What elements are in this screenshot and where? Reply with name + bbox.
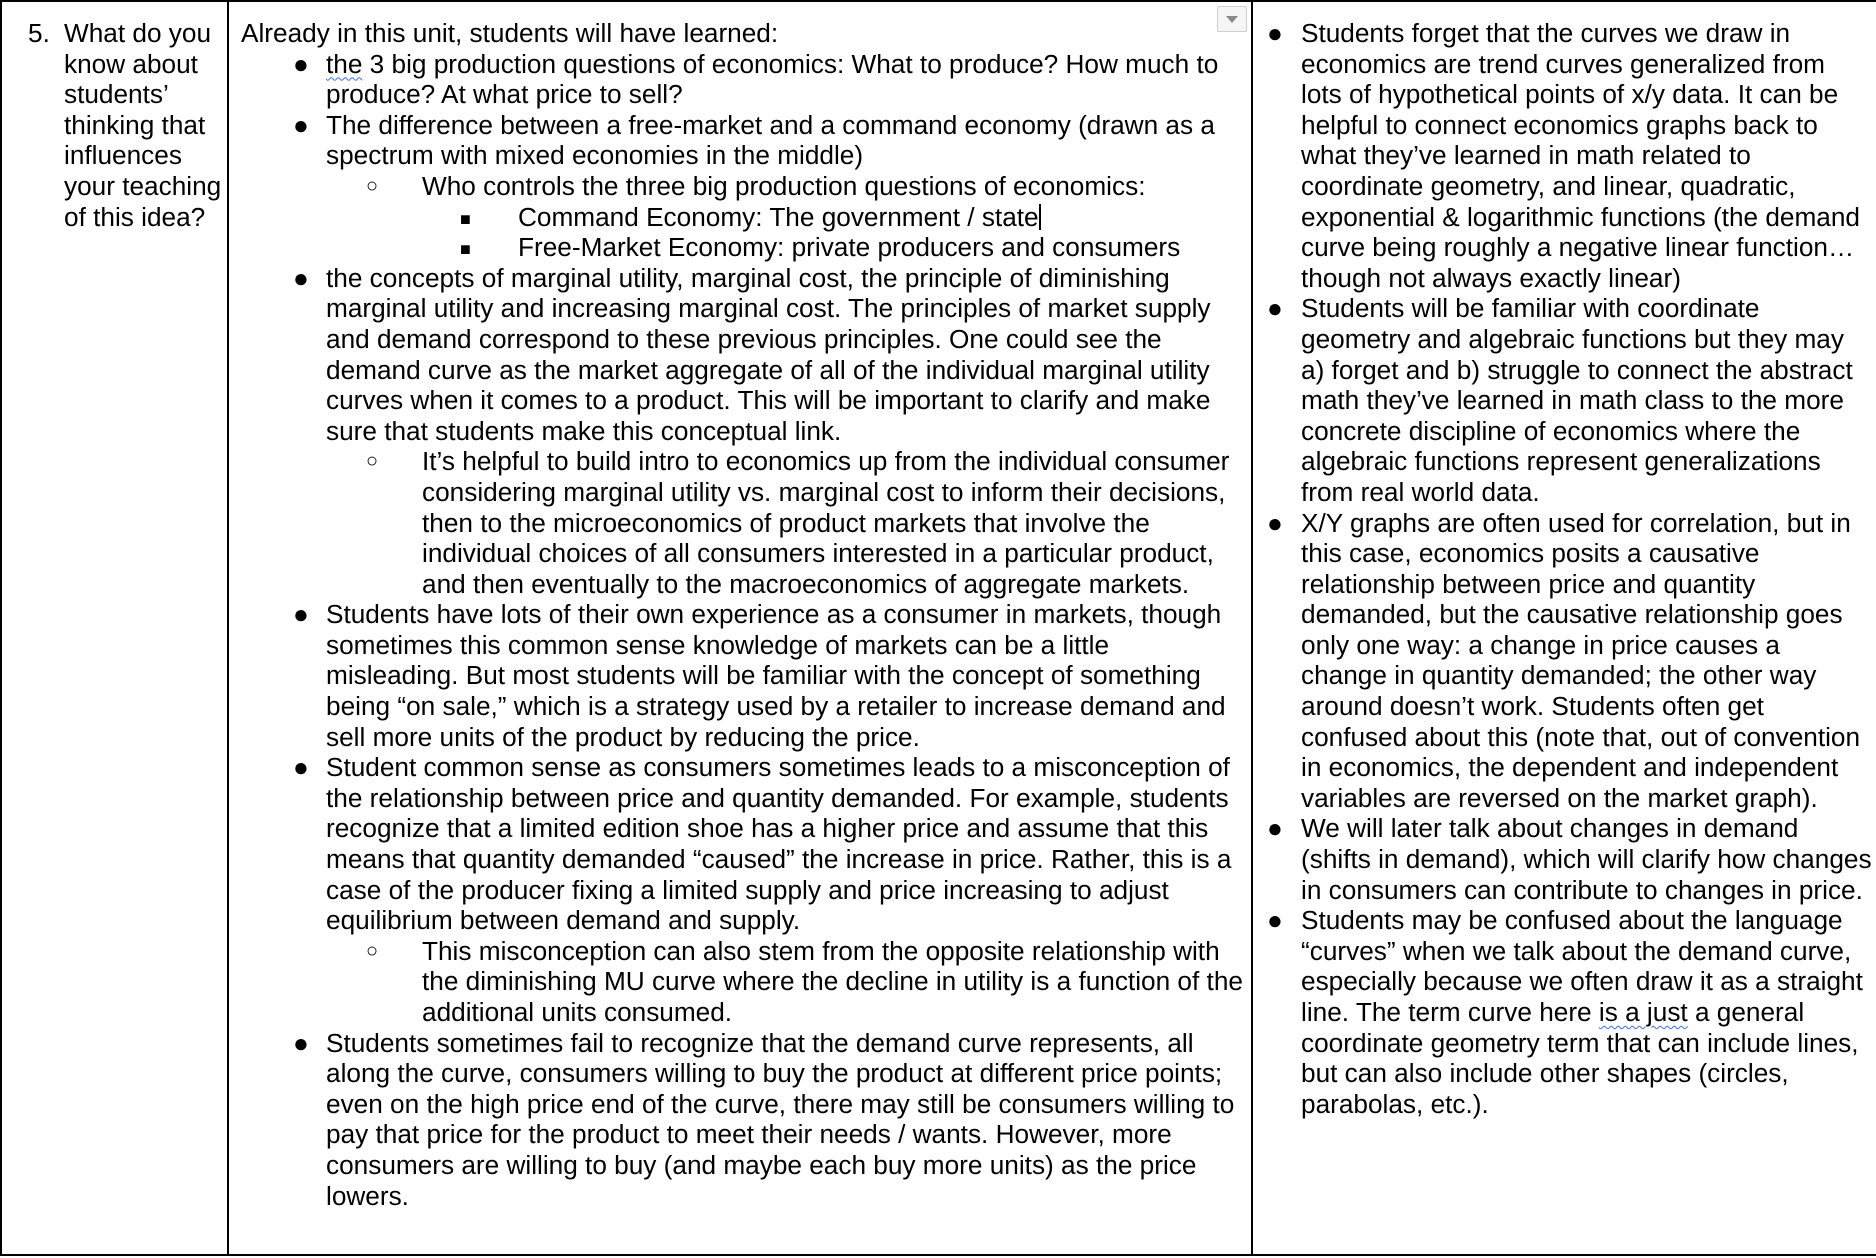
bullet-circle-icon: ○: [366, 450, 379, 473]
bullet-disc-icon: ●: [293, 752, 309, 783]
list-item: [241, 263, 1245, 600]
sub-list-item-text: Who controls the three big production questions of economics:: [422, 170, 1146, 201]
list-item-text: Students may be confused about the language “curves” when we talk about the demand curve, especially because we often draw it as a straight line. The term curve here: [1301, 905, 1863, 1027]
sub-list-item: [326, 171, 1245, 263]
bullet-disc-icon: ●: [1267, 18, 1283, 48]
spellcheck-phrase[interactable]: is a just: [1598, 997, 1688, 1027]
list-item-text: X/Y graphs are often used for correlation, but in this case, economics posits a causative relationship between price and quantity demanded, but the causative relationship goes only one way: a change in price causes a change in quantity demanded; the other way around doesn’t work. Students often get confused about this (note that, out of convention in economics, the dependent and independent variables are reversed on the market graph).: [1301, 507, 1861, 813]
bullet-disc-icon: ●: [1267, 507, 1283, 538]
list-item-text: Students forget that the curves we draw in economics are trend curves generalized from lots of hypothetical points of x/y data. It can be helpful to connect economics graphs back to what they’ve learned in math related to coordinate geometry, and linear, quadratic, exponential & logarithmic functions (the demand curve being roughly a negative linear function… though not always exactly linear): [1301, 18, 1860, 293]
bullet-disc-icon: ●: [1267, 905, 1283, 936]
list-item: [241, 1028, 1245, 1212]
misconceptions-list: [1267, 18, 1872, 1119]
prior-knowledge-cell[interactable]: [228, 1, 1252, 1255]
list-item-text: Students will be familiar with coordinate geometry and algebraic functions but they may a) forget and b) struggle to connect the abstract math they’ve learned in math class to the more concrete discipline of economics where the algebraic functions represent generalizations from real world data.: [1301, 293, 1853, 507]
list-item: [1267, 508, 1872, 814]
sub-list-item: [326, 936, 1245, 1028]
sub-sub-list-item: [422, 232, 1245, 263]
bullet-disc-icon: ●: [293, 599, 309, 630]
list-item: [1267, 905, 1872, 1119]
sub-sub-list-item: [422, 202, 1245, 233]
list-item-text: We will later talk about changes in demand (shifts in demand), which will clarify how changes in consumers can contribute to changes in price.: [1301, 813, 1872, 905]
sub-list-item: [326, 446, 1245, 599]
list-item-text: the concepts of marginal utility, marginal cost, the principle of diminishing marginal utility and increasing marginal cost. The principles of market supply and demand correspond to these previous principles. One could see the demand curve as the market aggregate of all of the individual marginal utility curves when it comes to a product. This will be important to clarify and make sure that students make this conceptual link.: [326, 262, 1211, 446]
question-text: What do you know about students’ thinking that influences your teaching of this idea?: [64, 18, 222, 232]
list-item-text: The difference between a free-market and a command economy (drawn as a spectrum with mixed economies in the middle): [326, 109, 1215, 171]
intro-text: Already in this unit, students will have learned:: [241, 18, 779, 48]
sub-list-item-text: It’s helpful to build intro to economics up from the individual consumer considering marginal utility vs. marginal cost to inform their decisions, then to the microeconomics of product markets that involve the individual choices of all consumers interested in a particular product, and then eventually to the macroeconomics of aggregate markets.: [422, 446, 1230, 599]
list-item-text: Student common sense as consumers sometimes leads to a misconception of the relationship between price and quantity demanded. For example, students recognize that a limited edition shoe has a higher price and assume that this means that quantity demanded “caused” the increase in price. Rather, this is a case of the producer fixing a limited supply and price increasing to adjust equilibrium between demand and supply.: [326, 752, 1232, 936]
list-item-text: Students have lots of their own experience as a consumer in markets, though sometimes this common sense knowledge of markets can be a little misleading. But most students will be familiar with the concept of something being “on sale,” which is a strategy used by a retailer to increase demand and sell more units of the product by reducing the price.: [326, 599, 1226, 752]
prior-knowledge-list: [241, 49, 1245, 1212]
text-cursor: [1039, 204, 1041, 230]
question-number: 5.: [28, 18, 50, 48]
list-item: [241, 110, 1245, 263]
misconceptions-cell[interactable]: [1252, 1, 1876, 1255]
bullet-disc-icon: ●: [293, 109, 309, 140]
list-item: [241, 49, 1245, 110]
bullet-disc-icon: ●: [293, 262, 309, 293]
list-item-text: Students sometimes fail to recognize that the demand curve represents, all along the curve, consumers willing to buy the product at different price points; even on the high price end of the curve, there may still be consumers willing to pay that price for the product to meet their needs / wants. However, more consumers are willing to buy (and maybe each buy more units) as the price lowers.: [326, 1027, 1235, 1211]
list-item: [1267, 293, 1872, 507]
bullet-square-icon: ■: [460, 208, 471, 229]
bullet-circle-icon: ○: [366, 174, 379, 197]
bullet-disc-icon: ●: [1267, 293, 1283, 324]
bullet-circle-icon: ○: [366, 939, 379, 962]
bullet-disc-icon: ●: [293, 48, 309, 79]
sub-list-item-text: This misconception can also stem from the opposite relationship with the diminishing MU curve where the decline in utility is a function of the additional units consumed.: [422, 935, 1243, 1027]
question-cell[interactable]: [1, 1, 228, 1255]
list-item-text: a general coordinate geometry term that can include lines, but can also include other shapes (circles, parabolas, etc.).: [1301, 997, 1859, 1119]
dropdown-triangle-icon[interactable]: [1217, 6, 1247, 32]
list-item: [1267, 813, 1872, 905]
spellcheck-word[interactable]: the: [326, 48, 363, 79]
list-item: [1267, 18, 1872, 293]
bullet-square-icon: ■: [460, 239, 471, 260]
sub-sub-list-item-text: Free-Market Economy: private producers and consumers: [518, 232, 1181, 263]
list-item: [241, 599, 1245, 752]
bullet-disc-icon: ●: [1267, 813, 1283, 844]
list-item: [241, 752, 1245, 1027]
bullet-disc-icon: ●: [293, 1027, 309, 1058]
list-item-text: 3 big production questions of economics: What to produce? How much to produce? At what price to sell?: [326, 48, 1219, 110]
sub-sub-list-item-text: Command Economy: The government / state: [518, 201, 1039, 232]
table-row: [1, 1, 1876, 1255]
